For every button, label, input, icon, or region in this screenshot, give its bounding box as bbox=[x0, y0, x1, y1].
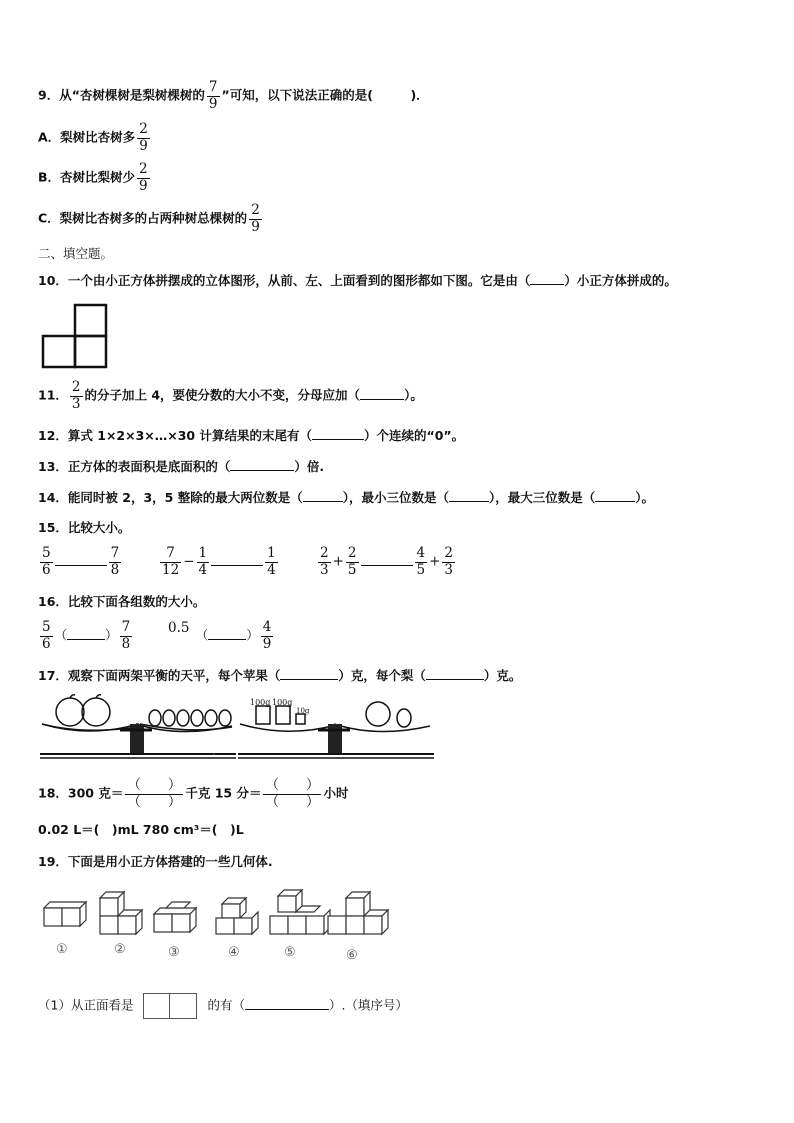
answer-blank[interactable] bbox=[360, 387, 404, 400]
q10-stem: 10．一个由小正方体拼摆成的立体图形，从前、左、上面看到的图形都如下图。它是由（ ）小正方体拼成的。 bbox=[38, 273, 677, 288]
answer-blank[interactable] bbox=[67, 627, 105, 640]
answer-blank[interactable] bbox=[245, 997, 329, 1010]
answer-blank[interactable] bbox=[530, 272, 564, 285]
answer-blank[interactable] bbox=[230, 458, 294, 471]
weight-label: 10g bbox=[296, 707, 310, 715]
answer-blank[interactable] bbox=[280, 667, 338, 680]
q15-expr-3: $\frac{2}{3}$ + $\frac{2}{5}$ $\frac{4}{5}$ + $\frac{2}{3}$ bbox=[320, 545, 453, 578]
q9-option-b[interactable]: B．杏树比梨树少 $\frac{2}{9}$ bbox=[38, 161, 148, 194]
answer-blank[interactable] bbox=[211, 553, 263, 566]
answer-blank[interactable] bbox=[449, 489, 489, 502]
q16-pair-2: 0.5 （ ） $\frac{4}{9}$ bbox=[168, 619, 272, 652]
q15-expr-2: $\frac{7}{12}$ − $\frac{1}{4}$ $\frac{1}{4}$ bbox=[162, 545, 276, 578]
fraction: $\frac{2}{3}$ bbox=[71, 379, 81, 412]
section-title: 二、填空题。 bbox=[38, 246, 114, 261]
figure-label: ⑤ bbox=[284, 945, 296, 960]
view-figure bbox=[42, 304, 108, 368]
q19-sub1: （1）从正面看是 的有（ ）.（填序号） bbox=[38, 993, 408, 1019]
q9-option-a[interactable]: A．梨树比杏树多 $\frac{2}{9}$ bbox=[38, 121, 148, 154]
q19-title: 19．下面是用小正方体搭建的一些几何体. bbox=[38, 854, 273, 869]
fraction: $\frac{2}{9}$ bbox=[251, 202, 260, 235]
answer-blank[interactable] bbox=[208, 627, 246, 640]
fraction-blank[interactable]: $\frac{( )}{( )}$ bbox=[127, 777, 182, 810]
q18-line-1: 18．300 克＝ $\frac{( )}{( )}$ 千克 15 分＝ $\frac{( )}{( )}$ 小时 bbox=[38, 777, 349, 810]
weight-label: 100g bbox=[272, 698, 293, 707]
cube-figures bbox=[42, 890, 392, 940]
answer-blank[interactable] bbox=[361, 553, 413, 566]
figure-label: ③ bbox=[168, 945, 180, 960]
front-view-figure bbox=[143, 993, 197, 1019]
q18-line-2: 0.02 L＝( )mL 780 cm³＝( )L bbox=[38, 822, 244, 837]
q15-expr-1: $\frac{5}{6}$ $\frac{7}{8}$ bbox=[42, 545, 120, 578]
answer-blank[interactable] bbox=[426, 667, 484, 680]
answer-blank[interactable] bbox=[595, 489, 635, 502]
fraction: $\frac{2}{9}$ bbox=[139, 121, 148, 154]
q12-stem: 12．算式 1×2×3×…×30 计算结果的末尾有（ ）个连续的“0”。 bbox=[38, 428, 465, 443]
fraction-blank[interactable]: $\frac{( )}{( )}$ bbox=[265, 777, 320, 810]
figure-label: ② bbox=[114, 942, 126, 957]
answer-blank[interactable] bbox=[303, 489, 343, 502]
separator-dot: . bbox=[212, 744, 217, 759]
figure-label: ④ bbox=[228, 945, 240, 960]
fraction: $\frac{2}{9}$ bbox=[139, 161, 148, 194]
figure-label: ① bbox=[56, 942, 68, 957]
q9-option-c[interactable]: C．梨树比杏树多的占两种树总棵树的 $\frac{2}{9}$ bbox=[38, 202, 260, 235]
balance-scale-left bbox=[40, 694, 236, 766]
q17-stem: 17．观察下面两架平衡的天平，每个苹果（ ）克，每个梨（ ）克。 bbox=[38, 668, 522, 683]
fraction: $\frac{7}{9}$ bbox=[208, 79, 218, 112]
answer-blank[interactable] bbox=[312, 427, 364, 440]
q15-title: 15．比较大小。 bbox=[38, 520, 131, 535]
weight-label: 100g bbox=[250, 698, 271, 707]
figure-label: ⑥ bbox=[346, 948, 358, 963]
q16-pair-1: $\frac{5}{6}$ （ ） $\frac{7}{8}$ bbox=[42, 619, 131, 652]
q9-stem: 9．从“杏树棵树是梨树棵树的 $\frac{7}{9}$ ”可知，以下说法正确的是( )． bbox=[38, 79, 429, 112]
q14-stem: 14．能同时被 2，3，5 整除的最大两位数是（ ），最小三位数是（ ），最大三位数是（ ）。 bbox=[38, 490, 654, 505]
q13-stem: 13．正方体的表面积是底面积的（ ）倍. bbox=[38, 459, 325, 474]
q16-title: 16．比较下面各组数的大小。 bbox=[38, 594, 206, 609]
answer-blank[interactable] bbox=[55, 553, 107, 566]
q11-stem: 11． $\frac{2}{3}$ 的分子加上 4，要使分数的大小不变，分母应加（ ）。 bbox=[38, 379, 423, 412]
